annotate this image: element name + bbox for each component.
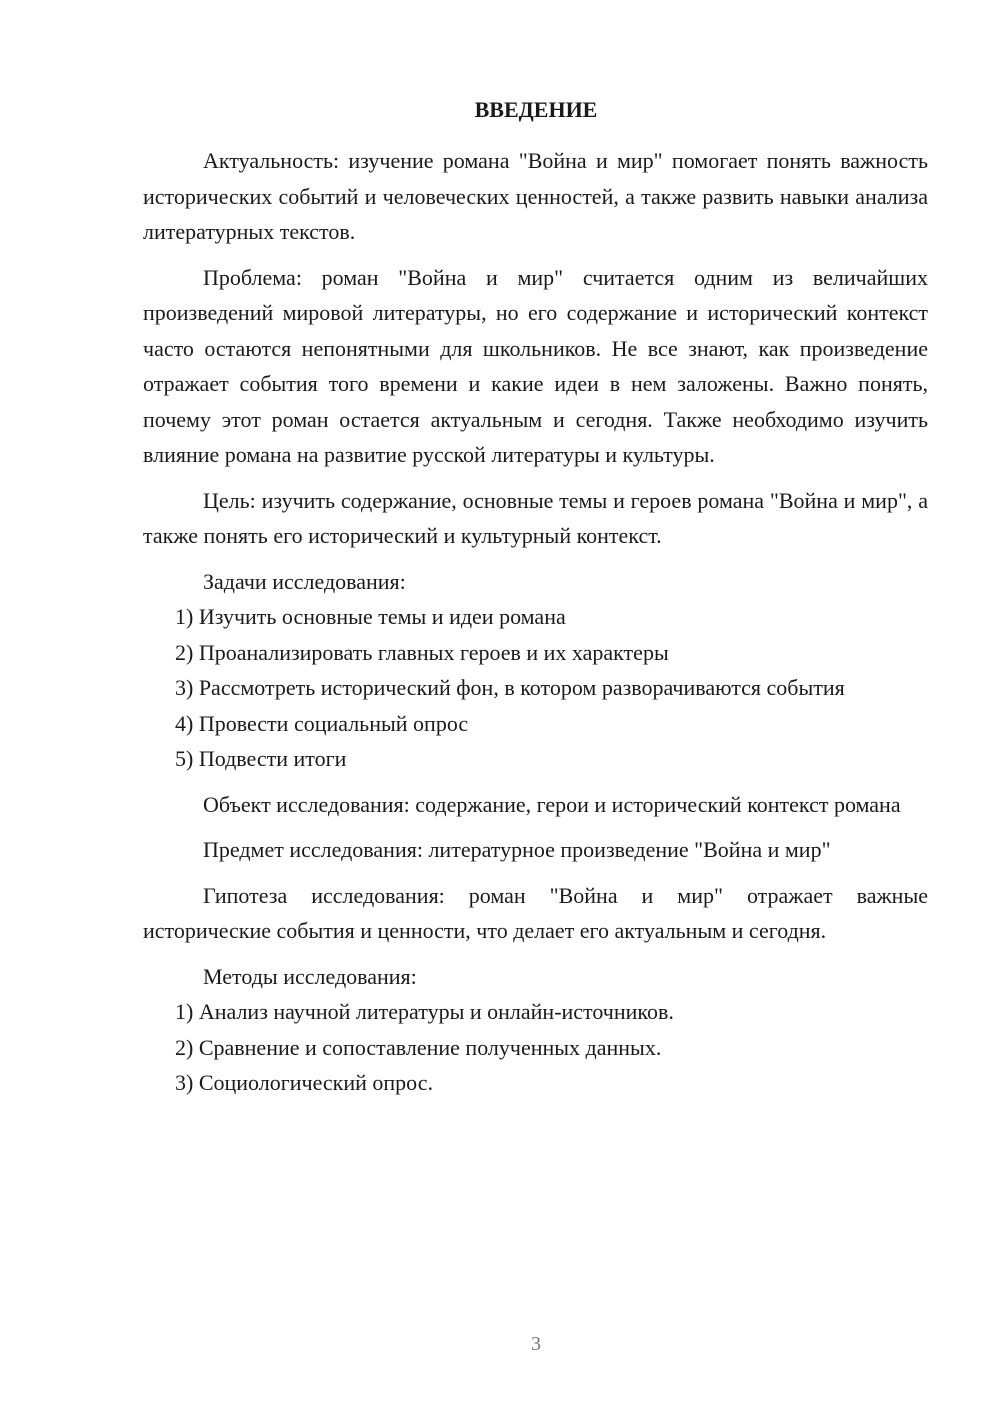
tasks-list [143, 599, 928, 777]
list-item: 5) Подвести итоги [175, 746, 347, 771]
document-body [143, 143, 928, 1101]
object-paragraph: Объект исследования: содержание, герои и исторический контекст романа [203, 791, 901, 817]
list-item: 3) Рассмотреть исторический фон, в котором разворачиваются события [175, 675, 845, 700]
list-item: 3) Социологический опрос. [175, 1070, 433, 1095]
list-item: 1) Анализ научной литературы и онлайн-источников. [175, 999, 674, 1024]
list-item: 4) Провести социальный опрос [175, 710, 469, 736]
list-item: 1) Изучить основные темы и идеи романа [175, 604, 566, 629]
problem-paragraph: Проблема: роман "Война и мир" считается одним из величайших произведений мировой литературы, но его содержание и исторический контекст часто остаются непонятными для школьников. Не все знают, как произведение отражает события того времени и какие идеи в нем заложены. Важно понять, почему этот роман остается актуальным и сегодня. Также необходимо изучить влияние романа на развитие русской литературы и культуры. [143, 264, 928, 467]
list-item: 2) Проанализировать главных героев и их характеры [175, 639, 669, 665]
tasks-heading: Задачи исследования: [203, 568, 406, 594]
goal-paragraph: Цель: изучить содержание, основные темы и героев романа "Война и мир", а также понять его исторический и культурный контекст. [143, 487, 928, 548]
page-number: 3 [531, 1333, 541, 1355]
hypothesis-paragraph: Гипотеза исследования: роман "Война и мир" отражает важные исторические события и ценности, что делает его актуальным и сегодня. [143, 882, 928, 943]
relevance-paragraph: Актуальность: изучение романа "Война и мир" помогает понять важность исторических событий и человеческих ценностей, а также развить навыки анализа литературных текстов. [143, 148, 928, 244]
list-item: 2) Сравнение и сопоставление полученных данных. [175, 1034, 662, 1060]
section-title: ВВЕДЕНИЕ [474, 97, 598, 122]
methods-list [143, 994, 928, 1101]
subject-paragraph: Предмет исследования: литературное произведение "Война и мир" [203, 837, 831, 862]
methods-heading: Методы исследования: [203, 963, 417, 989]
